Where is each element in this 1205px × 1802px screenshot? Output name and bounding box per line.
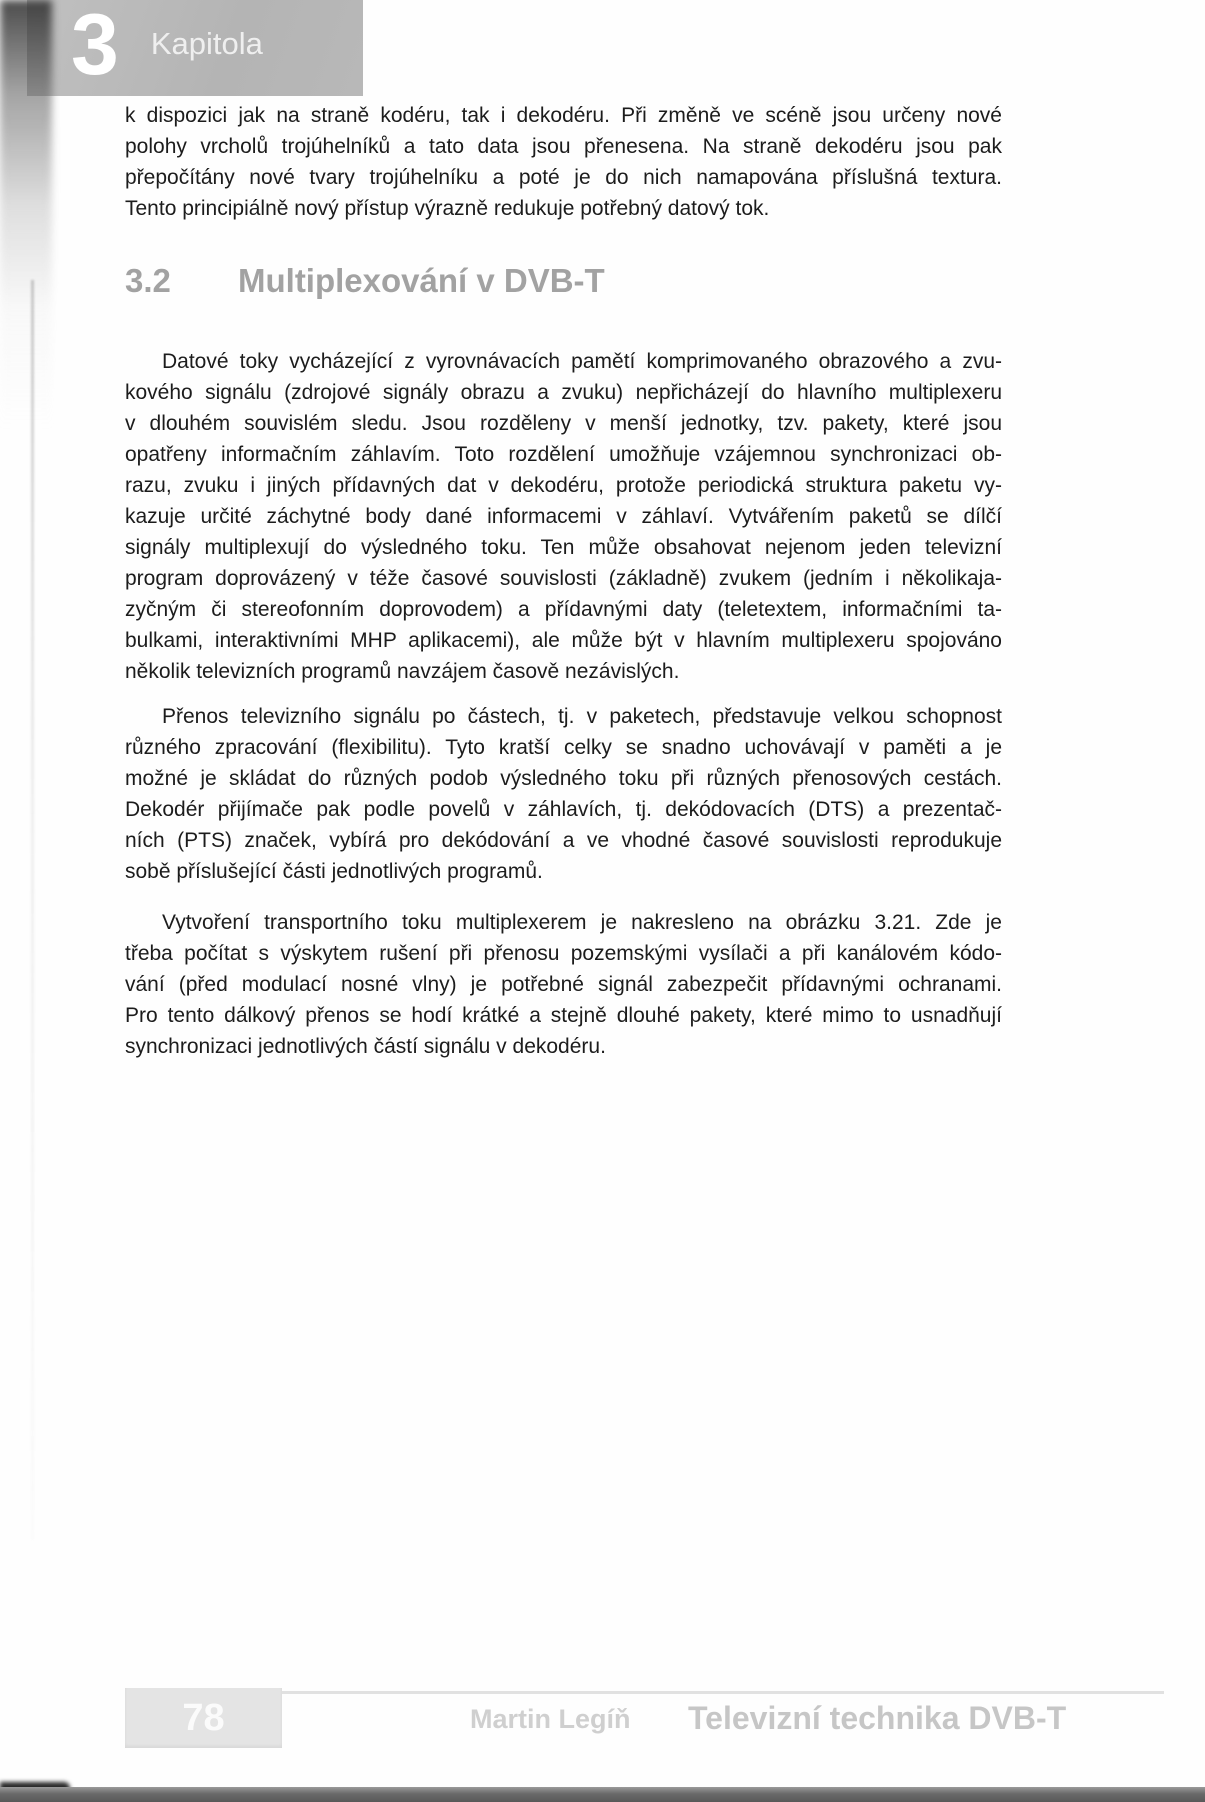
text-line: možné je skládat do různých podob výsledného toku při různých přenosových cestách. [125, 767, 1002, 790]
text-line: synchronizaci jednotlivých částí signálu v dekodéru. [125, 1035, 606, 1058]
section-number: 3.2 [125, 262, 171, 299]
footer-author: Martin Legíň [470, 1704, 631, 1734]
text-line: Přenos televizního signálu po částech, tj. v paketech, představuje velkou schopnost [162, 705, 1002, 728]
text-line: zyčným či stereofonním doprovodem) a přídavnými daty (teletextem, informačními ta- [125, 598, 1002, 621]
page-number-box [125, 1688, 282, 1748]
page-content [125, 100, 1002, 1062]
text-line: v dlouhém souvislém sledu. Jsou rozděleny v menší jednotky, tzv. pakety, které jsou [125, 412, 1002, 435]
text-line: signály multiplexují do výsledného toku. Ten může obsahovat nejenom jeden televizní [125, 536, 1002, 559]
footer-book-title: Televizní technika DVB-T [688, 1700, 1067, 1736]
text-line: Pro tento dálkový přenos se hodí krátké a stejně dlouhé pakety, které mimo to usnadňují [125, 1004, 1002, 1027]
section-heading [125, 261, 1002, 301]
body-paragraph-3 [125, 907, 1002, 1062]
text-line: kového signálu (zdrojové signály obrazu a zvuku) nepřicházejí do hlavního multiplexeru [125, 381, 1002, 404]
text-line: přepočítány nové tvary trojúhelníku a poté je do nich namapována příslušná textura. [125, 166, 1002, 189]
text-line: program doprovázený v téže časové souvislosti (základně) zvukem (jedním i několikaja- [125, 567, 1002, 590]
scan-bottom-edge [0, 1787, 1205, 1802]
text-line: bulkami, interaktivními MHP aplikacemi), ale může být v hlavním multiplexeru spojováno [125, 629, 1002, 652]
body-paragraph-1 [125, 346, 1002, 687]
chapter-label: Kapitola [150, 26, 263, 61]
chapter-banner [27, 0, 363, 96]
body-paragraph-2 [125, 701, 1002, 887]
text-line: několik televizních programů navzájem časově nezávislých. [125, 660, 680, 683]
text-line: k dispozici jak na straně kodéru, tak i dekodéru. Při změně ve scéně jsou určeny nové [125, 104, 1002, 127]
chapter-number: 3 [71, 0, 119, 93]
text-line: třeba počítat s výskytem rušení při přenosu pozemskými vysílači a při kanálovém kódo- [125, 942, 1002, 965]
text-line: různého zpracování (flexibilitu). Tyto kratší celky se snadno uchovávají v paměti a je [125, 736, 1002, 759]
text-line: razu, zvuku i jiných přídavných dat v dekodéru, protože periodická struktura paketu vy- [125, 474, 1002, 497]
text-line: sobě příslušející části jednotlivých programů. [125, 860, 543, 883]
text-line: Datové toky vycházející z vyrovnávacích pamětí komprimovaného obrazového a zvu- [162, 350, 1002, 373]
scan-left-shadow [0, 0, 52, 430]
scan-spine-line [31, 280, 34, 1540]
text-line: vání (před modulací nosné vlny) je potřebné signál zabezpečit přídavnými ochranami. [125, 973, 1002, 996]
footer-rule [282, 1691, 1164, 1694]
section-title: Multiplexování v DVB-T [238, 262, 605, 299]
intro-paragraph [125, 100, 1002, 224]
text-line: Vytvoření transportního toku multiplexerem je nakresleno na obrázku 3.21. Zde je [162, 911, 1002, 934]
text-line: Tento principiálně nový přístup výrazně redukuje potřebný datový tok. [125, 197, 770, 220]
text-line: opatřeny informačním záhlavím. Toto rozdělení umožňuje vzájemnou synchronizaci ob- [125, 443, 1002, 466]
page-number: 78 [182, 1696, 225, 1739]
text-line: ních (PTS) značek, vybírá pro dekódování a ve vhodné časové souvislosti reprodukuje [125, 829, 1002, 852]
text-line: polohy vrcholů trojúhelníků a tato data jsou přenesena. Na straně dekodéru jsou pak [125, 135, 1002, 158]
text-line: Dekodér přijímače pak podle povelů v záhlavích, tj. dekódovacích (DTS) a prezentač- [125, 798, 1002, 821]
text-line: kazuje určité záchytné body dané informacemi v záhlaví. Vytvářením paketů se dílčí [125, 505, 1002, 528]
